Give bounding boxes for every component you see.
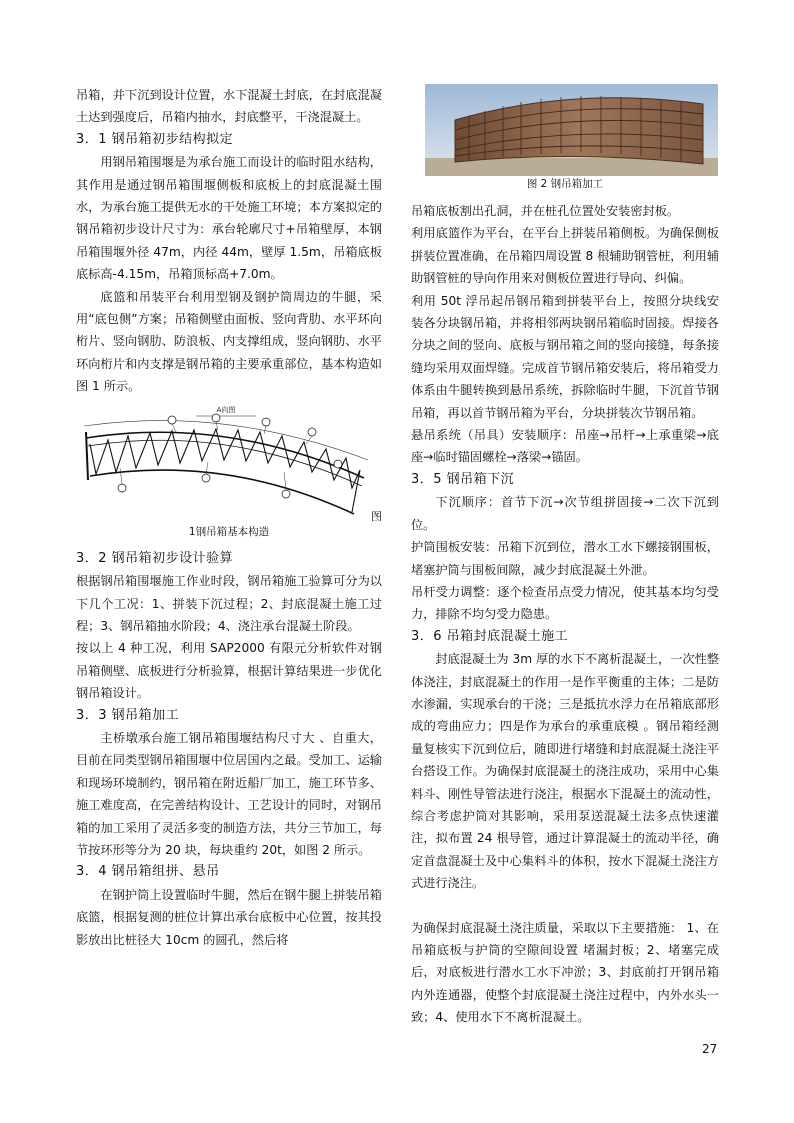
- section-3-6-heading: 3．6 吊箱封底混凝土施工: [411, 628, 569, 644]
- section-3-3-paragraph-1: 主桥墩承台施工钢吊箱围堰结构尺寸大 、自重大，目前在同类型钢吊箱围堰中位居国内之最。受加工、运输和现场环境制约，钢吊箱在附近船厂加工，施工环节多、施工难度高，在完善结构设计、工艺设计的同时，对钢吊箱的加工采用了灵活多变的制造方法，共分三节加工，每节按环形等分为 20 块，每块重约 20t，如图 2 所示。: [76, 730, 382, 857]
- intro-paragraph: 吊箱，并下沉到设计位置，水下混凝土封底，在封底混凝土达到强度后，吊箱内抽水，封底整平，干浇混凝土。: [76, 88, 382, 125]
- section-3-4-paragraph-1: 在钢护筒上设置临时牛腿，然后在钢牛腿上拼装吊箱底篮，根据复测的桩位计算出承台底板中心位置，按其投影放出比桩径大 10cm 的圆孔，然后将: [76, 887, 382, 947]
- figure-1-svg: [76, 402, 376, 522]
- section-3-5-paragraph-1: 下沉顺序：首节下沉→次节组拼固接→二次下沉到位。: [411, 495, 719, 532]
- section-3-5-paragraph-3: 吊杆受力调整：逐个检查吊点受力情况，使其基本均匀受力，排除不均匀受力隐患。: [411, 584, 719, 622]
- figure-1-caption: 1钢吊箱基本构造: [188, 525, 270, 538]
- figure-2-caption: 图 2 钢吊箱加工: [526, 178, 604, 190]
- section-3-5-paragraph-2: 护筒围板安装：吊箱下沉到位，潜水工水下螺接钢围板，堵塞护筒与围板间隙，减少封底混凝土外泄。: [411, 540, 719, 577]
- figure-1-structure-drawing: [76, 402, 382, 522]
- paragraph-gap: [411, 895, 719, 917]
- section-3-4-heading: 3．4 钢吊箱组拼、悬吊: [76, 864, 220, 880]
- section-3-5-heading: 3．5 钢吊箱下沉: [411, 471, 515, 487]
- section-3-2-paragraph-2: 按以上 4 种工况，利用 SAP2000 有限元分析软件对钢吊箱侧壁、底板进行分析验算，根据计算结果进一步优化钢吊箱设计。: [76, 641, 382, 701]
- section-3-1-heading: 3．1 钢吊箱初步结构拟定: [76, 131, 234, 147]
- section-3-1-paragraph-2: 底篮和吊装平台利用型钢及钢护筒周边的牛腿，采用“底包侧”方案；吊箱侧壁由面板、竖向背肋、水平环向桁片、竖向钢肋、防浪板、内支撑组成，竖向钢肋、水平环向桁片和内支撑是钢吊箱的主要承重部位，基本构造如图 1 所示。: [76, 289, 382, 394]
- left-column: [76, 84, 382, 951]
- right-paragraph-1: 吊箱底板割出孔洞，并在桩孔位置处安装密封板。: [411, 204, 680, 218]
- truss-bottom-chord: [90, 470, 354, 514]
- truss-top-chord-inner: [88, 440, 362, 486]
- figure-2-photo: [425, 84, 718, 176]
- section-3-3-heading: 3．3 钢吊箱加工: [76, 707, 180, 723]
- section-3-1-paragraph-1: 用钢吊箱围堰是为承台施工而设计的临时阻水结构，其作用是通过钢吊箱围堰侧板和底板上的封底混凝土围水，为承台施工提供无水的干处施工环境；本方案拟定的钢吊箱初步设计尺寸为：承台轮廓尺寸+吊箱壁厚，本钢吊箱围堰外径 47m，内径 44m，壁厚 1.5m，吊箱底板底标高-4.15m，吊箱顶标高+7.0m。: [76, 155, 382, 282]
- section-3-2-heading: 3．2 钢吊箱初步设计验算: [76, 550, 234, 566]
- figure-1-label-mark: 图: [371, 509, 382, 523]
- page-number: 27: [702, 1042, 718, 1056]
- figure-1-header: A向图: [216, 405, 236, 414]
- right-paragraph-4: 悬吊系统（吊具）安装顺序：吊座→吊杆→上承重梁→底座→临时锚固螺栓→落梁→锚固。: [411, 428, 719, 465]
- section-3-2-paragraph-1: 根据钢吊箱围堰施工作业时段，钢吊箱施工验算可分为以下几个工况：1、拼装下沉过程；2、封底混凝土施工过程；3、钢吊箱抽水阶段；4、浇注承台混凝土阶段。: [76, 574, 382, 633]
- truss-end-post: [86, 432, 88, 480]
- right-paragraph-2: 利用底篮作为平台，在平台上拼装吊箱侧板。为确保侧板拼装位置准确，在吊箱四周设置 8 根辅助钢管桩，利用辅助钢管桩的导向作用来对侧板位置进行导向、纠偏。: [411, 226, 720, 286]
- figure-2-svg: [425, 84, 718, 176]
- section-3-6-paragraph-2: 为确保封底混凝土浇注质量，采取以下主要措施： 1、在吊箱底板与护筒的空隙间设置 堵漏封板；2、堵塞完成后，对底板进行潜水工水下冲淤；3、封底前打开钢吊箱内外连通器，使整个封底混凝土浇注过程中，内外水头一致；4、使用水下不离析混凝土。: [411, 920, 719, 1025]
- section-3-6-paragraph-1: 封底混凝土为 3m 厚的水下不离析混凝土，一次性整体浇注，封底混凝土的作用一是作平衡重的主体；二是防水渗漏，实现承台的干浇；三是抵抗水浮力在吊箱底部形成的弯曲应力；四是作为承台的承重底模 。钢吊箱经测量复核实下沉到位后，随即进行堵缝和封底混凝土浇注平台搭设工作。为确保封底混凝土的浇注成功，采用中心集料斗、刚性导管法进行浇注，根据水下混凝土的流动性，综合考虑护筒对其影响，采用泵送混凝土法多点快速灌注，拟布置 24 根导管，通过计算混凝土的流动半径，确定首盘混凝土及中心集料斗的体积，按水下混凝土浇注方式进行浇注。: [411, 652, 719, 891]
- right-column: [411, 84, 719, 1029]
- right-paragraph-3: 利用 50t 浮吊起吊钢吊箱到拼装平台上，按照分块线安装各分块钢吊箱，并将相邻两块钢吊箱临时固接。焊接各分块之间的竖向、底板与钢吊箱之间的竖向接缝，每条接缝均采用双面焊缝。完成首节钢吊箱安装后，将吊箱受力体系由牛腿转换到悬吊系统，拆除临时牛腿，下沉首节钢吊箱，再以首节钢吊箱为平台，分块拼装次节钢吊箱。: [411, 293, 719, 420]
